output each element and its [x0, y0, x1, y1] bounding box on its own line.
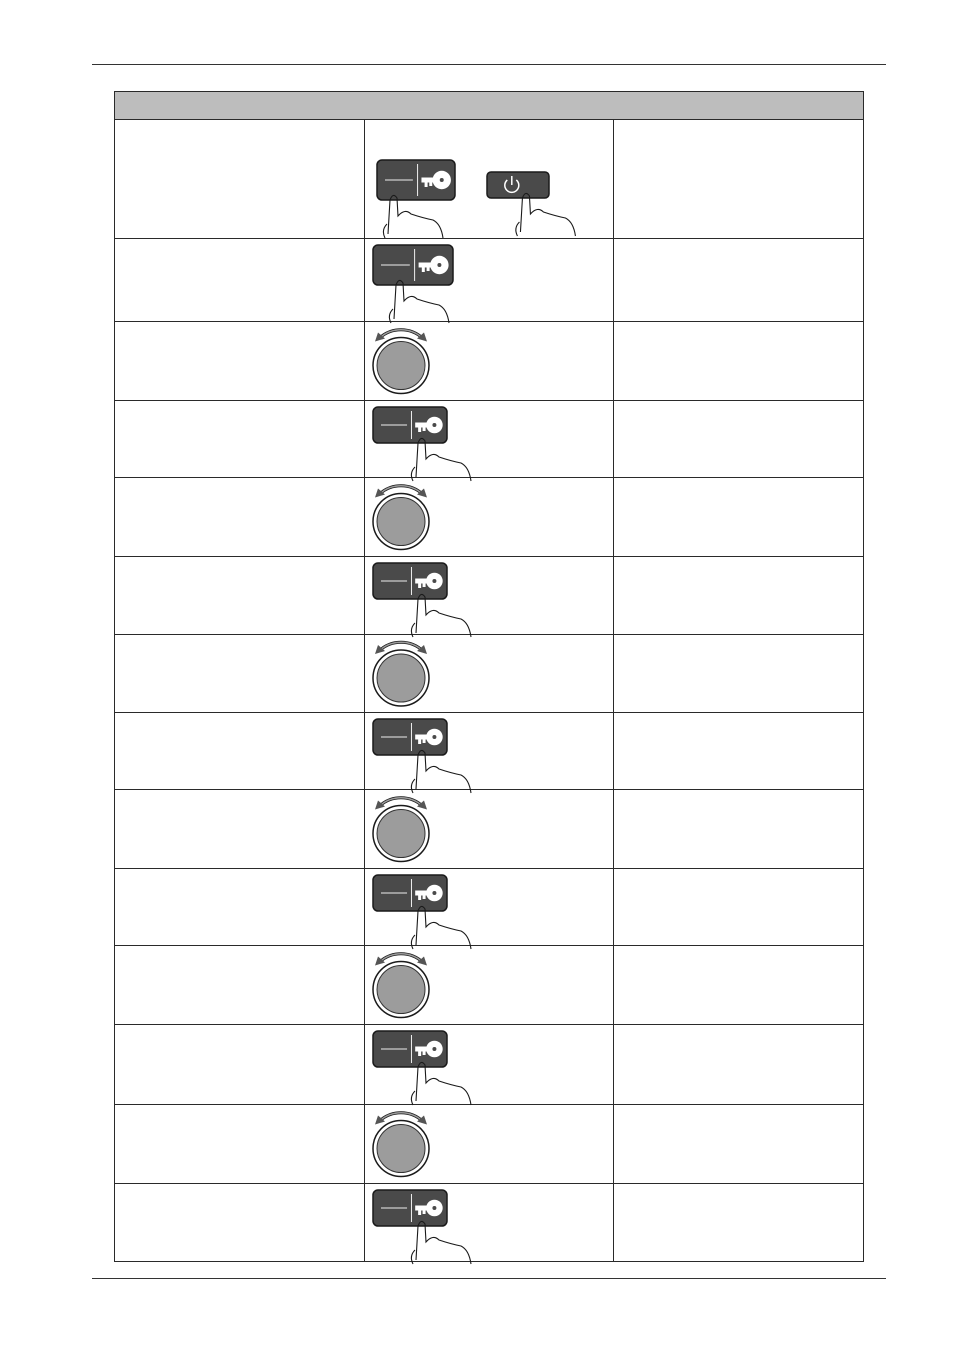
footer-rule: [92, 1278, 886, 1279]
step-illustration-cell: [364, 239, 614, 322]
pressing-finger-icon: [416, 438, 471, 481]
pressing-finger-icon: [416, 906, 471, 949]
key-button-icon: [373, 245, 453, 285]
table-row: [115, 120, 864, 239]
step-illustration: [369, 122, 579, 237]
step-number-cell: [115, 239, 365, 322]
table-row: [115, 1184, 864, 1262]
step-illustration: [369, 637, 579, 711]
power-button-icon: [487, 172, 549, 198]
rotary-knob-icon: [373, 330, 429, 394]
header-rule: [92, 64, 886, 65]
step-number-cell: [115, 120, 365, 239]
table-row: [115, 635, 864, 713]
pressing-finger-icon: [416, 1062, 471, 1105]
step-illustration-cell: [364, 946, 614, 1025]
step-description-cell: [614, 790, 864, 869]
rotary-knob-icon: [373, 1113, 429, 1177]
rotary-knob-icon: [373, 798, 429, 862]
rotary-knob-icon: [373, 486, 429, 550]
table-header-row: [115, 92, 864, 120]
step-number-cell: [115, 557, 365, 635]
table-row: [115, 946, 864, 1025]
step-illustration: [369, 948, 579, 1023]
key-button-icon: [377, 160, 455, 200]
step-description-cell: [614, 239, 864, 322]
rotary-knob-icon: [373, 954, 429, 1018]
step-description-cell: [614, 713, 864, 790]
pressing-finger-icon: [416, 594, 471, 637]
step-illustration: [369, 480, 579, 555]
step-illustration: [369, 559, 579, 633]
table-header-cell: [115, 92, 864, 120]
table-row: [115, 869, 864, 946]
table-row: [115, 713, 864, 790]
step-illustration-cell: [364, 401, 614, 478]
step-illustration: [369, 1027, 579, 1103]
step-number-cell: [115, 478, 365, 557]
step-description-cell: [614, 557, 864, 635]
step-description-cell: [614, 1105, 864, 1184]
step-description-cell: [614, 120, 864, 239]
step-illustration: [369, 1186, 579, 1260]
table-row: [115, 239, 864, 322]
table-row: [115, 557, 864, 635]
step-description-cell: [614, 478, 864, 557]
step-illustration-cell: [364, 869, 614, 946]
step-description-cell: [614, 1184, 864, 1262]
step-number-cell: [115, 713, 365, 790]
step-illustration-cell: [364, 1184, 614, 1262]
step-illustration-cell: [364, 635, 614, 713]
table-row: [115, 401, 864, 478]
step-description-cell: [614, 635, 864, 713]
step-number-cell: [115, 946, 365, 1025]
key-button-icon: [373, 407, 447, 443]
step-description-cell: [614, 946, 864, 1025]
step-illustration: [369, 403, 579, 476]
step-number-cell: [115, 1025, 365, 1105]
step-illustration-cell: [364, 790, 614, 869]
step-number-cell: [115, 401, 365, 478]
step-illustration-cell: [364, 1105, 614, 1184]
table-row: [115, 322, 864, 401]
step-number-cell: [115, 635, 365, 713]
step-number-cell: [115, 790, 365, 869]
pressing-finger-icon: [388, 195, 443, 238]
step-number-cell: [115, 1184, 365, 1262]
step-description-cell: [614, 401, 864, 478]
step-illustration-cell: [364, 120, 614, 239]
step-illustration-cell: [364, 557, 614, 635]
step-illustration: [369, 871, 579, 944]
pressing-finger-icon: [394, 280, 449, 323]
step-number-cell: [115, 322, 365, 401]
step-number-cell: [115, 869, 365, 946]
step-illustration-cell: [364, 322, 614, 401]
table-row: [115, 478, 864, 557]
step-description-cell: [614, 322, 864, 401]
pressing-finger-icon: [416, 750, 471, 793]
step-illustration: [369, 324, 579, 399]
table-row: [115, 790, 864, 869]
table-row: [115, 1105, 864, 1184]
step-number-cell: [115, 1105, 365, 1184]
key-button-icon: [373, 719, 447, 755]
step-illustration: [369, 1107, 579, 1182]
table-row: [115, 1025, 864, 1105]
rotary-knob-icon: [373, 642, 429, 706]
procedure-table: [114, 91, 864, 1262]
step-illustration: [369, 241, 579, 320]
key-button-icon: [373, 1031, 447, 1067]
step-description-cell: [614, 869, 864, 946]
step-illustration: [369, 715, 579, 788]
pressing-finger-icon: [520, 193, 575, 236]
step-illustration-cell: [364, 1025, 614, 1105]
step-illustration-cell: [364, 478, 614, 557]
step-illustration: [369, 792, 579, 867]
key-button-icon: [373, 563, 447, 599]
pressing-finger-icon: [416, 1221, 471, 1264]
step-illustration-cell: [364, 713, 614, 790]
key-button-icon: [373, 1190, 447, 1226]
step-description-cell: [614, 1025, 864, 1105]
key-button-icon: [373, 875, 447, 911]
